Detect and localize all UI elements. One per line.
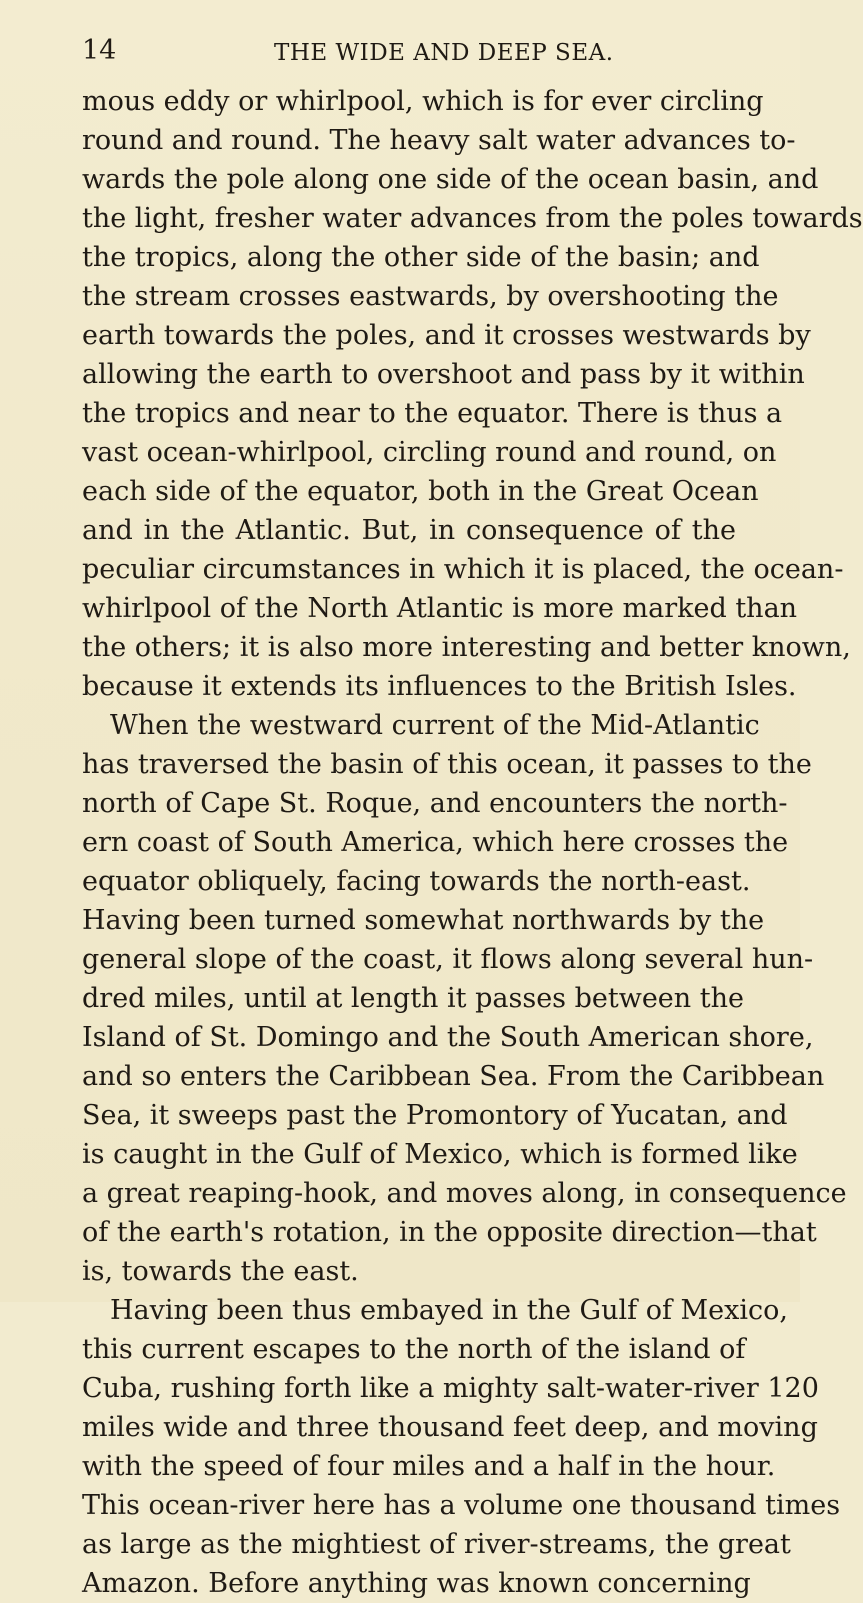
text-line: the stream crosses eastwards, by overshooting the xyxy=(82,281,779,312)
text-line: ern coast of South America, which here crosses the xyxy=(82,827,789,858)
page-header xyxy=(82,34,722,74)
text-line: and so enters the Caribbean Sea. From the Caribbean xyxy=(82,1061,825,1092)
text-line: each side of the equator, both in the Great Ocean xyxy=(82,476,759,507)
text-line: Island of St. Domingo and the South American shore, xyxy=(82,1022,814,1053)
text-line: Cuba, rushing forth like a mighty salt-water-river 120 xyxy=(82,1373,819,1404)
text-line: Amazon. Before anything was known concerning xyxy=(82,1568,751,1599)
text-line: dred miles, until at length it passes between the xyxy=(82,983,744,1014)
text-line: is, towards the east. xyxy=(82,1256,359,1287)
running-head: THE WIDE AND DEEP SEA. xyxy=(274,40,614,66)
text-line: the tropics, along the other side of the basin; and xyxy=(82,242,760,273)
text-line: allowing the earth to overshoot and pass by it within xyxy=(82,359,805,390)
text-line: and in the Atlantic. But, in consequence of the xyxy=(82,515,736,546)
text-line: north of Cape St. Roque, and encounters the north- xyxy=(82,788,788,819)
text-line: this current escapes to the north of the island of xyxy=(82,1334,746,1365)
text-line: round and round. The heavy salt water advances to- xyxy=(82,125,796,156)
text-line: with the speed of four miles and a half in the hour. xyxy=(82,1451,776,1482)
text-line: earth towards the poles, and it crosses westwards by xyxy=(82,320,811,351)
text-line: When the westward current of the Mid-Atlantic xyxy=(110,710,760,741)
text-line: because it extends its influences to the British Isles. xyxy=(82,671,797,702)
text-line: equator obliquely, facing towards the north-east. xyxy=(82,866,751,897)
text-line: the others; it is also more interesting and better known, xyxy=(82,632,851,663)
text-line: mous eddy or whirlpool, which is for ever circling xyxy=(82,86,764,117)
text-line: wards the pole along one side of the ocean basin, and xyxy=(82,164,819,195)
text-line: of the earth's rotation, in the opposite direction—that xyxy=(82,1217,817,1248)
text-line: Sea, it sweeps past the Promontory of Yucatan, and xyxy=(82,1100,788,1131)
text-line: whirlpool of the North Atlantic is more marked than xyxy=(82,593,798,624)
text-line: Having been turned somewhat northwards by the xyxy=(82,905,765,936)
text-line: a great reaping-hook, and moves along, in consequence xyxy=(82,1178,847,1209)
page-number: 14 xyxy=(82,35,117,66)
text-line: miles wide and three thousand feet deep, and moving xyxy=(82,1412,818,1443)
text-line: as large as the mightiest of river-streams, the great xyxy=(82,1529,791,1560)
body-text xyxy=(82,82,863,1603)
text-line: the tropics and near to the equator. There is thus a xyxy=(82,398,783,429)
text-line: the light, fresher water advances from the poles towards xyxy=(82,203,863,234)
text-line: peculiar circumstances in which it is placed, the ocean- xyxy=(82,554,844,585)
text-line: has traversed the basin of this ocean, it passes to the xyxy=(82,749,812,780)
text-line: Having been thus embayed in the Gulf of Mexico, xyxy=(110,1295,788,1326)
text-line: is caught in the Gulf of Mexico, which is formed like xyxy=(82,1139,798,1170)
text-line: This ocean-river here has a volume one thousand times xyxy=(82,1490,841,1521)
text-line: general slope of the coast, it flows along several hun- xyxy=(82,944,814,975)
text-line: vast ocean-whirlpool, circling round and round, on xyxy=(82,437,777,468)
